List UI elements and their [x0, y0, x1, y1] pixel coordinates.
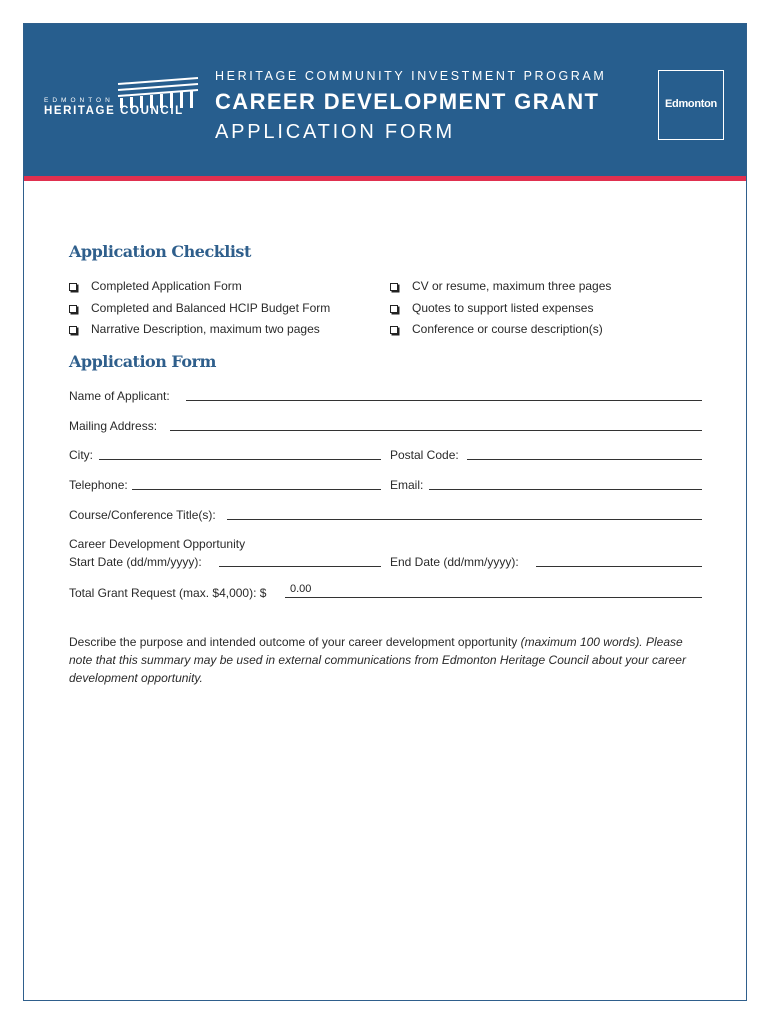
checklist-item[interactable]: Completed and Balanced HCIP Budget Form	[91, 301, 330, 315]
address-label: Mailing Address:	[69, 419, 158, 433]
course-label: Course/Conference Title(s):	[69, 508, 216, 522]
course-field[interactable]	[227, 519, 702, 520]
checkbox-icon[interactable]	[69, 305, 77, 313]
edmonton-logo-text: Edmonton	[665, 98, 717, 110]
header-stripe	[24, 176, 746, 181]
checklist-item[interactable]: CV or resume, maximum three pages	[412, 279, 611, 293]
header-banner	[24, 24, 746, 176]
email-field[interactable]	[429, 489, 702, 490]
checklist-heading: Application Checklist	[69, 242, 251, 261]
form-heading: Application Form	[69, 352, 216, 371]
logo-small-text: EDMONTON	[44, 97, 114, 104]
checkbox-icon[interactable]	[69, 326, 77, 334]
end-date-field[interactable]	[536, 566, 702, 567]
email-label: Email:	[390, 478, 424, 492]
opportunity-label: Career Development Opportunity	[69, 537, 246, 551]
skyline-icon	[110, 70, 206, 110]
page-title: CAREER DEVELOPMENT GRANT	[215, 89, 600, 114]
telephone-field[interactable]	[132, 489, 381, 490]
checkbox-icon[interactable]	[390, 326, 398, 334]
start-date-field[interactable]	[219, 566, 381, 567]
total-request-label: Total Grant Request (max. $4,000): $	[69, 586, 267, 600]
city-label: City:	[69, 448, 93, 462]
checklist-item[interactable]: Quotes to support listed expenses	[412, 301, 593, 315]
city-field[interactable]	[99, 459, 381, 460]
name-field[interactable]	[186, 400, 702, 401]
postal-code-label: Postal Code:	[390, 448, 459, 462]
postal-code-field[interactable]	[467, 459, 702, 460]
description-text: Describe the purpose and intended outcome of your career development opportunity	[69, 635, 518, 649]
telephone-label: Telephone:	[69, 478, 128, 492]
checklist-item[interactable]: Completed Application Form	[91, 279, 242, 293]
edmonton-logo	[658, 70, 724, 140]
total-request-field[interactable]	[285, 597, 702, 598]
address-field[interactable]	[170, 430, 702, 431]
checkbox-icon[interactable]	[69, 283, 77, 291]
checkbox-icon[interactable]	[390, 305, 398, 313]
name-label: Name of Applicant:	[69, 389, 170, 403]
start-date-label: Start Date (dd/mm/yyyy):	[69, 555, 202, 569]
description-note: (maximum 100 words). Please note that this summary may be used in external communications from Edmonton Heritage Council about your career development opportunity.	[69, 635, 686, 685]
checkbox-icon[interactable]	[390, 283, 398, 291]
total-request-value[interactable]: 0.00	[290, 583, 312, 595]
page-subtitle: APPLICATION FORM	[215, 121, 456, 143]
form-page	[23, 23, 747, 1001]
program-name: HERITAGE COMMUNITY INVESTMENT PROGRAM	[215, 69, 607, 83]
end-date-label: End Date (dd/mm/yyyy):	[390, 555, 519, 569]
heritage-council-logo	[44, 70, 184, 130]
description-instructions	[69, 633, 709, 687]
checklist-item[interactable]: Conference or course description(s)	[412, 322, 603, 336]
logo-big-text: HERITAGE COUNCIL	[44, 105, 184, 117]
checklist-item[interactable]: Narrative Description, maximum two pages	[91, 322, 320, 336]
